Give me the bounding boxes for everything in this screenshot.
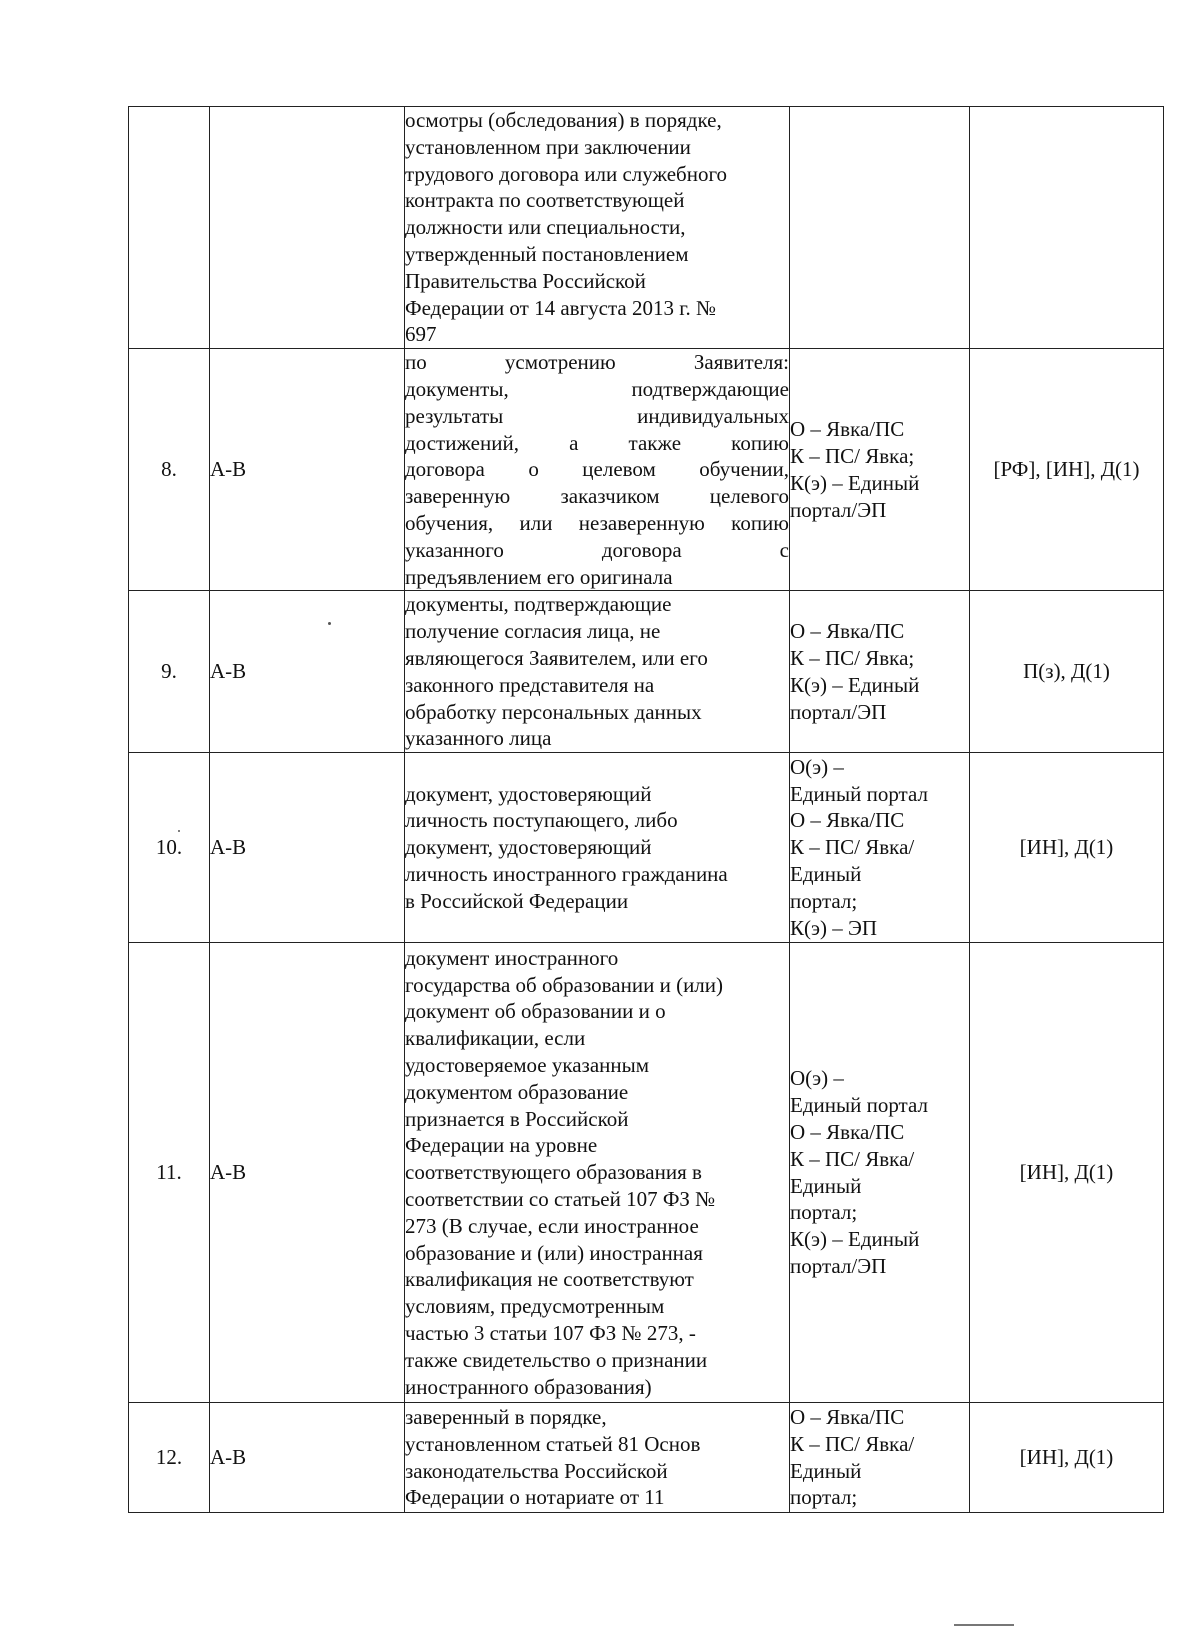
description-line: утвержденный постановлением [405, 241, 689, 266]
row-method [790, 349, 970, 591]
method-line: Единый портал [790, 1093, 928, 1118]
description-line: документ, удостоверяющий [405, 835, 652, 860]
description-line: частью 3 статьи 107 ФЗ № 273, - [405, 1321, 696, 1345]
description-line: документ об образовании и о [405, 999, 666, 1024]
description-line: квалификации, если [405, 1026, 586, 1051]
description-line: документы, подтверждающие [405, 592, 672, 617]
description-line: удостоверяемое указанным [405, 1053, 650, 1078]
description-line: соответствующего образования в [405, 1160, 702, 1185]
row-code: А-В [210, 753, 405, 943]
description-line: законного представителя на [405, 672, 655, 697]
row-method [790, 591, 970, 753]
table-row [129, 107, 1164, 349]
description-line: иностранного образования) [405, 1374, 652, 1399]
method-line: портал/ЭП [790, 699, 887, 724]
description-line: Федерации на уровне [405, 1133, 598, 1158]
description-line: документы, подтверждающие [405, 376, 789, 401]
row-doc-type: [РФ], [ИН], Д(1) [970, 349, 1164, 591]
row-method [790, 753, 970, 943]
description-line: документ иностранного [405, 945, 619, 970]
table-row [129, 591, 1164, 753]
description-line: договора о целевом обучении, [405, 457, 789, 482]
row-doc-type: [ИН], Д(1) [970, 943, 1164, 1403]
description-line: документом образование [405, 1079, 629, 1104]
method-line: портал; [790, 1200, 858, 1225]
description-line: контракта по соответствующей [405, 188, 685, 213]
method-line: О – Явка/ПС [790, 1120, 905, 1145]
method-line: Единый портал [790, 781, 928, 806]
method-line: К(э) – Единый [790, 672, 920, 697]
description-line: должности или специальности, [405, 215, 686, 240]
method-line: К(э) – Единый [790, 470, 920, 495]
method-line: К(э) – Единый [790, 1227, 920, 1252]
row-description [405, 943, 790, 1403]
row-description [405, 591, 790, 753]
description-line: результаты индивидуальных [405, 403, 789, 428]
method-line: Единый [790, 1458, 862, 1483]
description-line: трудового договора или служебного [405, 161, 728, 186]
row-description [405, 107, 790, 349]
row-doc-type [970, 107, 1164, 349]
row-method [790, 943, 970, 1403]
description-line: 697 [405, 322, 437, 347]
description-line: Федерации о нотариате от 11 [405, 1485, 665, 1510]
description-line: осмотры (обследования) в порядке, [405, 108, 722, 132]
method-line: К – ПС/ Явка/ [790, 1146, 915, 1171]
scan-speck [328, 622, 331, 625]
description-line: указанного лица [405, 726, 552, 751]
description-line: личность поступающего, либо [405, 808, 678, 833]
description-line: документ, удостоверяющий [405, 781, 652, 806]
row-number [129, 107, 210, 349]
row-code [210, 107, 405, 349]
row-number: 12. [129, 1403, 210, 1513]
row-code: А-В [210, 943, 405, 1403]
method-line: портал/ЭП [790, 1254, 887, 1279]
row-number: 10. [129, 753, 210, 943]
table-row [129, 753, 1164, 943]
method-line: О – Явка/ПС [790, 1405, 905, 1430]
method-line: О(э) – [790, 1066, 844, 1091]
description-line: обучения, или незаверенную копию [405, 510, 789, 535]
description-line: Федерации от 14 августа 2013 г. № [405, 295, 717, 320]
table-row [129, 349, 1164, 591]
method-line: портал; [790, 888, 858, 913]
row-number: 8. [129, 349, 210, 591]
description-line: государства об образовании и (или) [405, 972, 724, 997]
description-line: предъявлением его оригинала [405, 564, 673, 589]
description-line: соответствии со статьей 107 ФЗ № [405, 1187, 716, 1212]
row-description [405, 349, 790, 591]
method-line: К – ПС/ Явка; [790, 443, 915, 468]
description-line: достижений, а также копию [405, 430, 789, 455]
row-number: 11. [129, 943, 210, 1403]
description-line: признается в Российской [405, 1106, 629, 1131]
scan-speck [178, 830, 180, 832]
row-method [790, 107, 970, 349]
row-method [790, 1403, 970, 1513]
method-line: Единый [790, 1173, 862, 1198]
description-line: являющегося Заявителем, или его [405, 645, 708, 670]
row-doc-type: [ИН], Д(1) [970, 1403, 1164, 1513]
description-line: установленном при заключении [405, 134, 691, 159]
method-line: К(э) – ЭП [790, 915, 878, 940]
method-line: К – ПС/ Явка; [790, 645, 915, 670]
description-line: условиям, предусмотренным [405, 1294, 665, 1319]
method-line: О – Явка/ПС [790, 808, 905, 833]
description-line: в Российской Федерации [405, 888, 629, 913]
description-line: обработку персональных данных [405, 699, 702, 724]
description-line: получение согласия лица, не [405, 619, 661, 644]
description-line: заверенную заказчиком целевого [405, 484, 789, 509]
row-code: А-В [210, 1403, 405, 1513]
row-doc-type: [ИН], Д(1) [970, 753, 1164, 943]
description-line: указанного договора с [405, 537, 789, 562]
description-line: образование и (или) иностранная [405, 1240, 703, 1265]
method-line: портал/ЭП [790, 497, 887, 522]
documents-table [128, 106, 1164, 1513]
method-line: портал; [790, 1485, 858, 1510]
row-doc-type: П(з), Д(1) [970, 591, 1164, 753]
row-code: А-В [210, 349, 405, 591]
description-line: по усмотрению Заявителя: [405, 350, 789, 375]
row-number: 9. [129, 591, 210, 753]
description-line: квалификация не соответствуют [405, 1267, 694, 1292]
method-line: О(э) – [790, 754, 844, 779]
description-line: Правительства Российской [405, 268, 646, 293]
row-code: А-В [210, 591, 405, 753]
description-line: заверенный в порядке, [405, 1405, 607, 1430]
method-line: О – Явка/ПС [790, 417, 905, 442]
description-line: установленном статьей 81 Основ [405, 1431, 701, 1456]
method-line: О – Явка/ПС [790, 619, 905, 644]
method-line: К – ПС/ Явка/ [790, 1431, 915, 1456]
table-row [129, 943, 1164, 1403]
row-description [405, 753, 790, 943]
description-line: также свидетельство о признании [405, 1347, 708, 1372]
method-line: К – ПС/ Явка/ [790, 835, 915, 860]
row-description [405, 1403, 790, 1513]
table-row [129, 1403, 1164, 1513]
description-line: 273 (В случае, если иностранное [405, 1213, 699, 1238]
scan-speck [954, 1624, 1014, 1626]
description-line: личность иностранного гражданина [405, 862, 728, 887]
method-line: Единый [790, 862, 862, 887]
description-line: законодательства Российской [405, 1458, 668, 1483]
